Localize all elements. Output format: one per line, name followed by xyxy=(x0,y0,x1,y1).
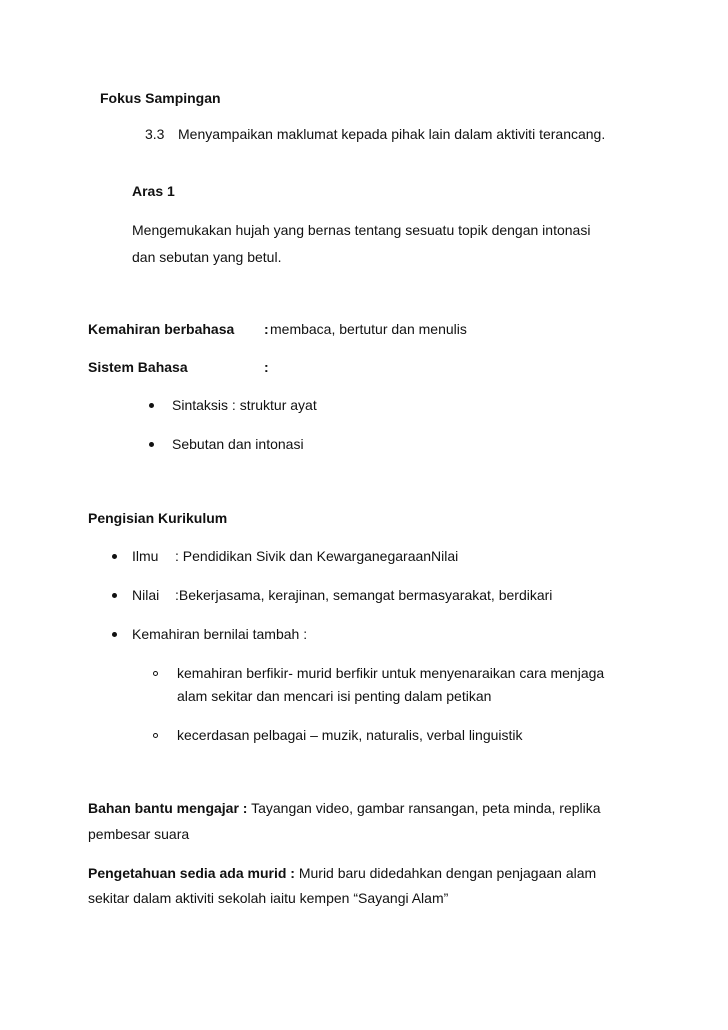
nilai-label: Nilai xyxy=(132,587,160,603)
aras-heading: Aras 1 xyxy=(132,183,175,199)
sistem-bahasa-label: Sistem Bahasa xyxy=(88,359,188,375)
bahan-bantu-value: Tayangan video, gambar ransangan, peta minda, replika xyxy=(247,800,601,816)
pengisian-kurikulum-heading: Pengisian Kurikulum xyxy=(88,510,228,526)
fokus-item-text: Menyampaikan maklumat kepada pihak lain dalam aktiviti terancang. xyxy=(178,126,606,142)
kemahiran-berbahasa-label: Kemahiran berbahasa xyxy=(88,321,235,337)
ilmu-value: : Pendidikan Sivik dan KewarganegaraanNilai xyxy=(175,548,459,564)
circle-bullet-icon xyxy=(153,671,158,676)
fokus-sampingan-heading: Fokus Sampingan xyxy=(100,90,221,106)
bahan-bantu-line-2: pembesar suara xyxy=(88,826,190,842)
sub-item-line-1: kemahiran berfikir- murid berfikir untuk menyenaraikan cara menjaga xyxy=(177,665,605,681)
bullet-icon xyxy=(112,554,117,559)
bahan-bantu-label: Bahan bantu mengajar : xyxy=(88,800,248,816)
aras-description-line-2: dan sebutan yang betul. xyxy=(132,249,282,265)
ilmu-label: Ilmu xyxy=(132,548,159,564)
nilai-value: :Bekerjasama, kerajinan, semangat bermasyarakat, berdikari xyxy=(175,587,553,603)
bullet-icon xyxy=(112,632,117,637)
circle-bullet-icon xyxy=(153,733,158,738)
kemahiran-bernilai-tambah-label: Kemahiran bernilai tambah : xyxy=(132,626,308,642)
sistem-bahasa-item: Sintaksis : struktur ayat xyxy=(172,397,317,413)
kemahiran-colon: : xyxy=(264,321,269,337)
bahan-bantu-line-1 xyxy=(88,799,601,817)
sub-item-kecerdasan: kecerdasan pelbagai – muzik, naturalis, verbal linguistik xyxy=(177,727,523,743)
aras-description-line-1: Mengemukakan hujah yang bernas tentang sesuatu topik dengan intonasi xyxy=(132,222,591,238)
bullet-icon xyxy=(149,403,154,408)
pengetahuan-value: Murid baru didedahkan dengan penjagaan alam xyxy=(294,865,597,881)
sub-item-line-2: alam sekitar dan mencari isi penting dalam petikan xyxy=(177,688,492,704)
bullet-icon xyxy=(149,442,154,447)
fokus-item-number: 3.3 xyxy=(145,126,165,142)
pengetahuan-line-2: sekitar dalam aktiviti sekolah iaitu kempen “Sayangi Alam” xyxy=(88,890,449,906)
sistem-bahasa-item: Sebutan dan intonasi xyxy=(172,436,304,452)
pengetahuan-label: Pengetahuan sedia ada murid : xyxy=(88,865,295,881)
kemahiran-berbahasa-value: membaca, bertutur dan menulis xyxy=(270,321,467,337)
pengetahuan-line-1 xyxy=(88,864,596,882)
bullet-icon xyxy=(112,593,117,598)
sistem-bahasa-colon: : xyxy=(264,359,269,375)
